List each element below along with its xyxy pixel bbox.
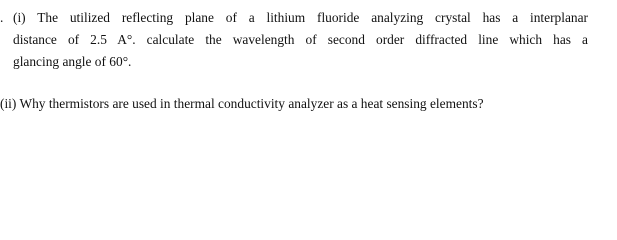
question-ii-text: (ii) Why thermistors are used in thermal conductivity analyzer as a heat sensing elements?: [0, 96, 484, 111]
cropped-leading-character: .: [0, 10, 4, 25]
question-i-line-3: glancing angle of 60°.: [13, 54, 132, 69]
question-i-line-1: (i) The utilized reflecting plane of a lithium fluoride analyzing crystal has a interplanar: [13, 10, 588, 25]
question-i-line-2: distance of 2.5 A°. calculate the wavelength of second order diffracted line which has a: [13, 32, 588, 47]
